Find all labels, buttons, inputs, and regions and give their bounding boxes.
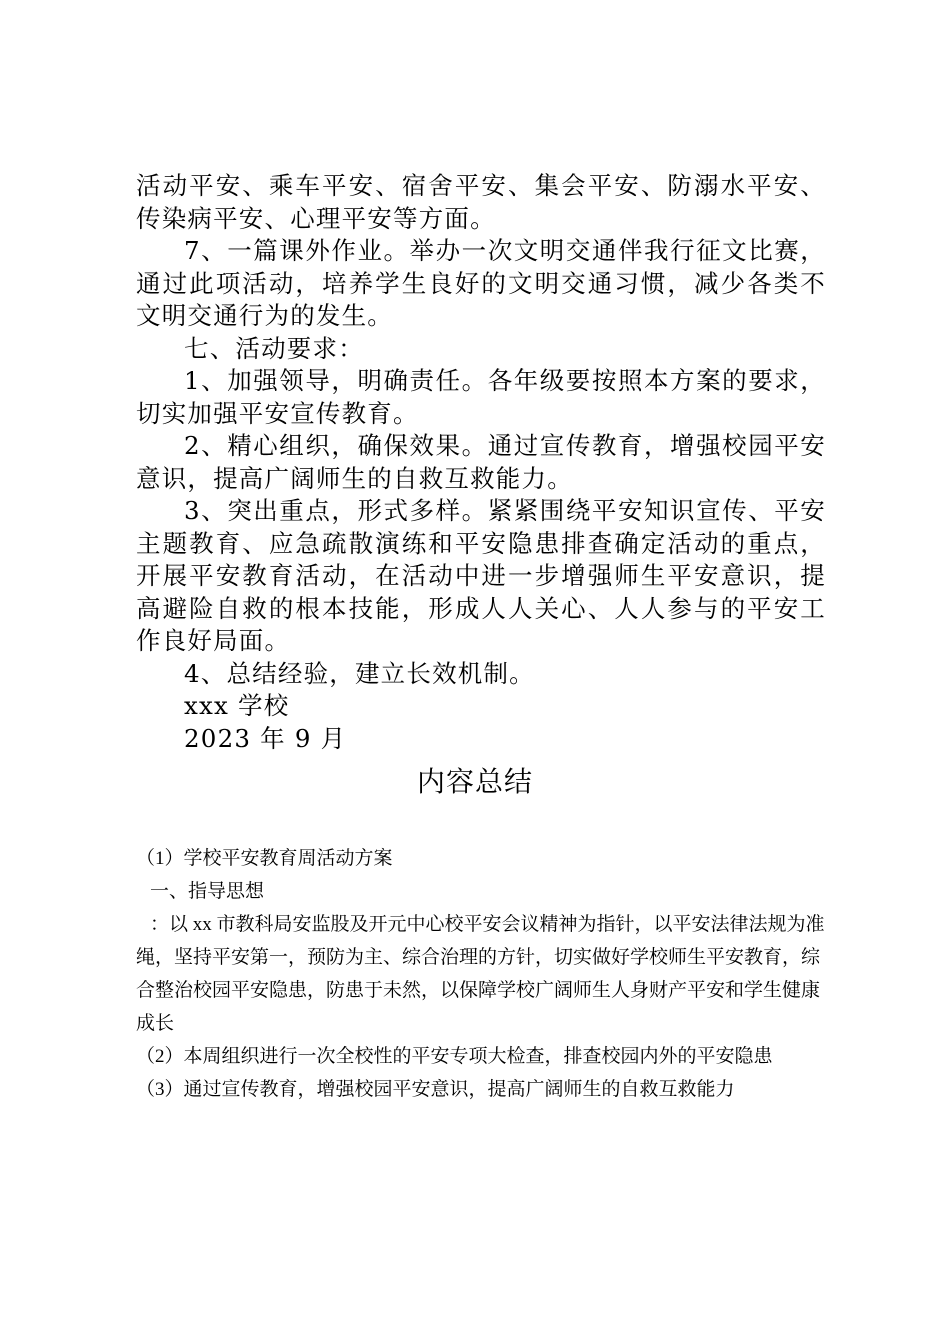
summary-section bbox=[136, 842, 830, 1106]
signature-school: xxx 学校 bbox=[184, 691, 290, 720]
section-heading-requirements: 七、活动要求： bbox=[184, 333, 364, 363]
body-paragraph-homework: 7、一篇课外作业。举办一次文明交通伴我行征文比赛，通过此项活动，培养学生良好的文明交通习惯，减少各类不文明交通行为的发生。 bbox=[136, 236, 826, 330]
signature-date: 2023 年 9 月 bbox=[184, 723, 347, 753]
summary-subheading: 一、指导思想 bbox=[150, 881, 265, 902]
body-paragraph-continuation: 活动平安、乘车平安、宿舍平安、集会平安、防溺水平安、传染病平安、心理平安等方面。 bbox=[136, 171, 826, 233]
summary-item-1: （1）学校平安教育周活动方案 bbox=[136, 848, 393, 869]
document-body bbox=[136, 170, 826, 755]
requirement-item-2: 2、精心组织，确保效果。通过宣传教育，增强校园平安意识，提高广阔师生的自救互救能力。 bbox=[136, 431, 826, 493]
requirement-item-1: 1、加强领导，明确责任。各年级要按照本方案的要求，切实加强平安宣传教育。 bbox=[136, 366, 826, 428]
requirement-item-3: 3、突出重点，形式多样。紧紧围绕平安知识宣传、平安主题教育、应急疏散演练和平安隐患排查确定活动的重点，开展平安教育活动，在活动中进一步增强师生平安意识，提高避险自救的根本技能，形成人人关心、人人参与的平安工作良好局面。 bbox=[136, 496, 826, 655]
summary-guiding-text: ：以 xx 市教科局安监股及开元中心校平安会议精神为指针，以平安法律法规为准绳，坚持平安第一，预防为主、综合治理的方针，切实做好学校师生平安教育，综合整治校园平安隐患，防患于未然，以保障学校广阔师生人身财产平安和学生健康成长 bbox=[136, 914, 825, 1034]
requirement-item-4: 4、总结经验，建立长效机制。 bbox=[184, 658, 535, 688]
summary-title: 内容总结 bbox=[416, 765, 533, 798]
summary-item-2: （2）本周组织进行一次全校性的平安专项大检查，排查校园内外的平安隐患 bbox=[136, 1046, 773, 1067]
summary-item-3: （3）通过宣传教育，增强校园平安意识，提高广阔师生的自救互救能力 bbox=[136, 1079, 735, 1100]
